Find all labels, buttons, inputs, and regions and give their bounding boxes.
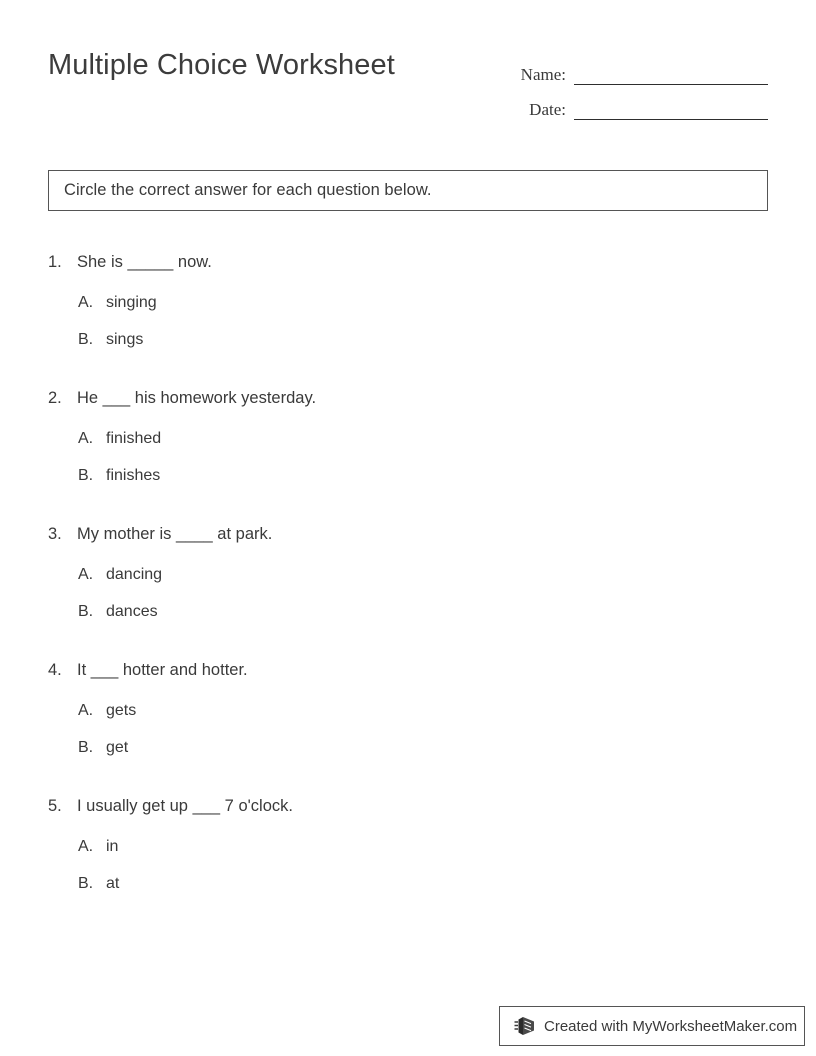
question-list — [48, 248, 778, 928]
option-list — [48, 692, 778, 766]
question-text: My mother is ____ at park. — [77, 525, 273, 543]
option-text: dancing — [106, 566, 163, 583]
answer-option[interactable] — [48, 457, 778, 494]
question-text: He ___ his homework yesterday. — [77, 389, 317, 407]
myworksheetmaker-logo-icon — [514, 1015, 538, 1037]
answer-option[interactable] — [48, 556, 778, 593]
worksheet-header — [48, 44, 768, 124]
question-number: 2. — [48, 389, 62, 407]
answer-option[interactable] — [48, 692, 778, 729]
answer-option[interactable] — [48, 865, 778, 902]
option-letter: B. — [78, 331, 94, 348]
option-letter: B. — [78, 739, 94, 756]
question-number: 1. — [48, 253, 62, 271]
option-letter: B. — [78, 603, 94, 620]
option-letter: A. — [78, 566, 94, 583]
name-field-row — [468, 50, 768, 85]
option-letter: B. — [78, 875, 94, 892]
option-text: dances — [106, 603, 158, 620]
date-field-label: Date: — [529, 100, 566, 119]
option-list — [48, 828, 778, 902]
question-prompt — [48, 248, 778, 276]
option-text: get — [106, 739, 129, 756]
option-list — [48, 284, 778, 358]
option-letter: A. — [78, 702, 94, 719]
answer-option[interactable] — [48, 593, 778, 630]
name-field-label: Name: — [520, 65, 566, 84]
option-text: singing — [106, 294, 157, 311]
date-field-input[interactable] — [574, 99, 768, 120]
option-list — [48, 556, 778, 630]
question-text: It ___ hotter and hotter. — [77, 661, 248, 679]
answer-option[interactable] — [48, 828, 778, 865]
question-block — [48, 656, 778, 766]
question-block — [48, 248, 778, 358]
question-text: I usually get up ___ 7 o'clock. — [77, 797, 293, 815]
page-title: Multiple Choice Worksheet — [48, 49, 395, 81]
option-text: finished — [106, 430, 162, 447]
question-block — [48, 384, 778, 494]
question-prompt — [48, 520, 778, 548]
option-text: in — [106, 838, 119, 855]
question-block — [48, 792, 778, 902]
question-number: 3. — [48, 525, 62, 543]
question-prompt — [48, 792, 778, 820]
question-block — [48, 520, 778, 630]
question-number: 5. — [48, 797, 62, 815]
answer-option[interactable] — [48, 729, 778, 766]
name-field-input[interactable] — [574, 64, 768, 85]
option-text: gets — [106, 702, 137, 719]
question-text: She is _____ now. — [77, 253, 212, 271]
option-letter: A. — [78, 430, 94, 447]
answer-option[interactable] — [48, 284, 778, 321]
student-info-block — [468, 50, 768, 120]
option-text: at — [106, 875, 120, 892]
option-letter: A. — [78, 838, 94, 855]
option-letter: B. — [78, 467, 94, 484]
option-text: sings — [106, 331, 144, 348]
option-letter: A. — [78, 294, 94, 311]
option-text: finishes — [106, 467, 161, 484]
question-prompt — [48, 656, 778, 684]
question-number: 4. — [48, 661, 62, 679]
question-prompt — [48, 384, 778, 412]
answer-option[interactable] — [48, 321, 778, 358]
footer-text: Created with MyWorksheetMaker.com — [544, 1017, 798, 1035]
instruction-box — [48, 170, 768, 211]
date-field-row — [468, 85, 768, 120]
option-list — [48, 420, 778, 494]
answer-option[interactable] — [48, 420, 778, 457]
instruction-text: Circle the correct answer for each question below. — [64, 181, 432, 199]
footer-badge[interactable] — [499, 1006, 805, 1046]
